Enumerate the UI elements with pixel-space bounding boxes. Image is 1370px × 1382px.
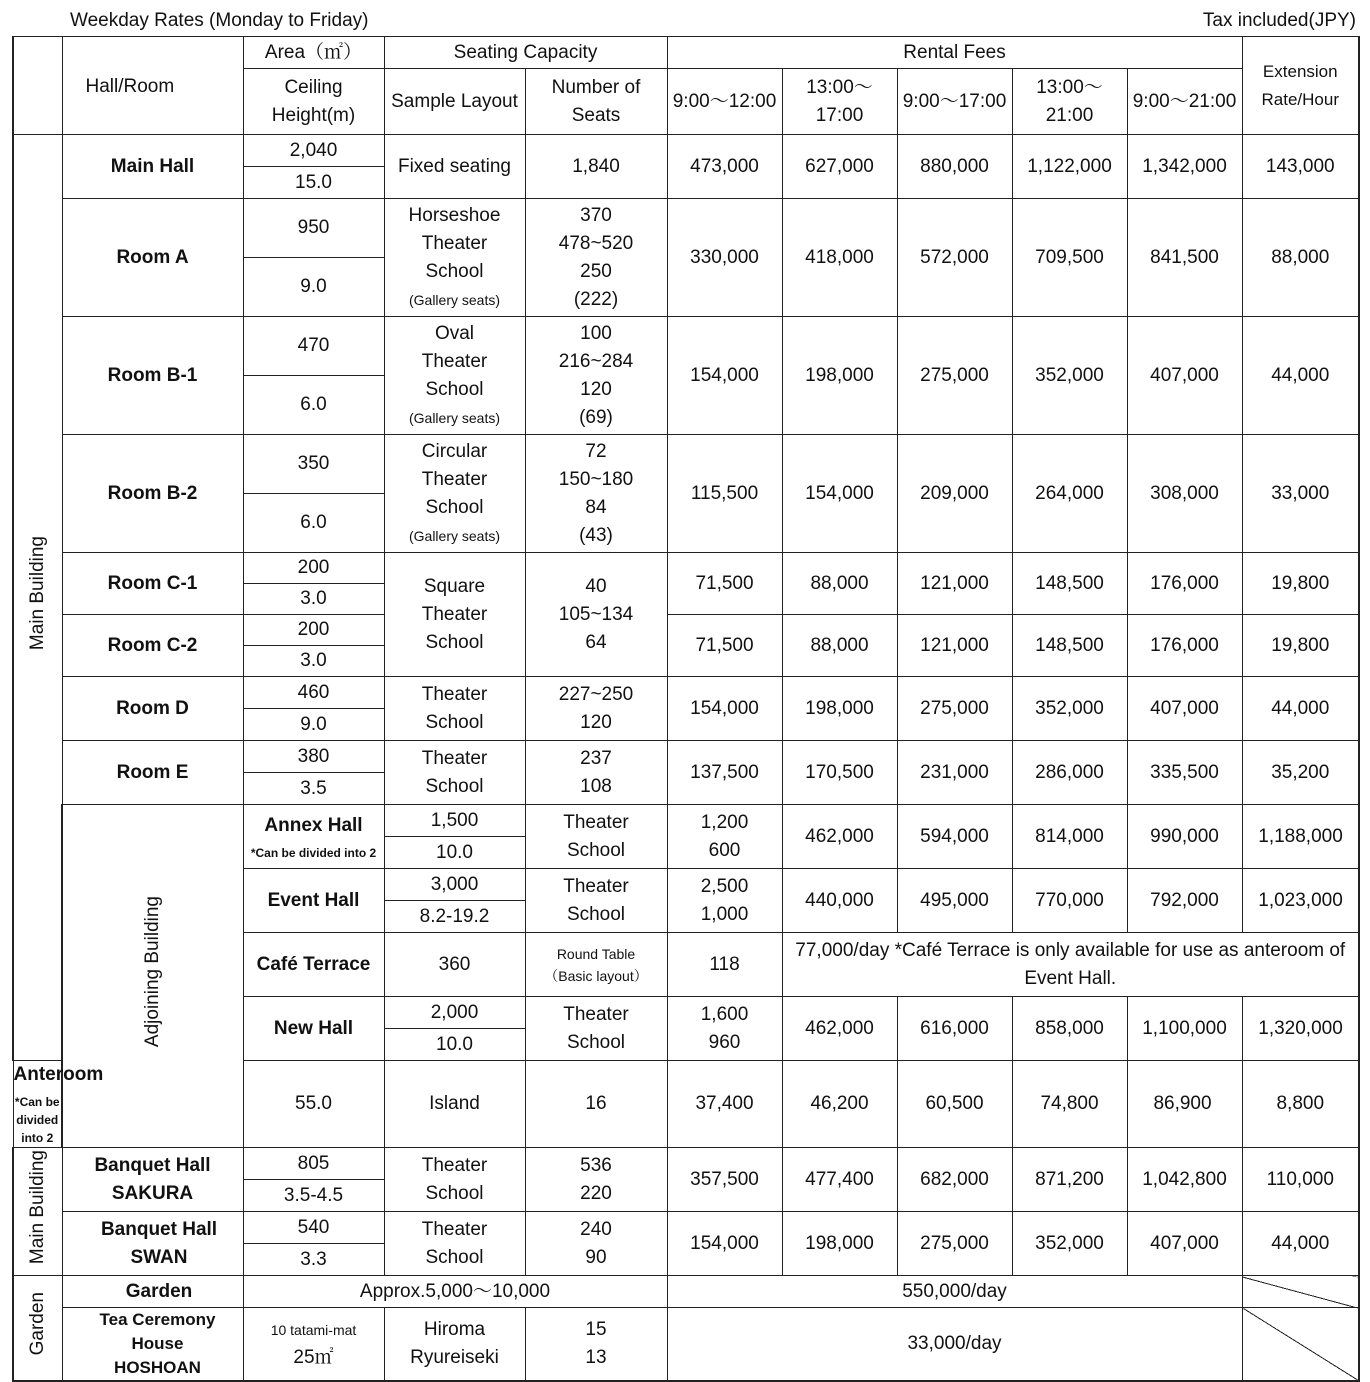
fee-value: 60,500 <box>897 1061 1012 1148</box>
seats-value: 240 90 <box>525 1212 667 1276</box>
fee-value: 154,000 <box>667 677 782 741</box>
col-seating-capacity: Seating Capacity <box>384 37 667 69</box>
seats-value: 1,840 <box>525 135 667 199</box>
seats-value: 100 216~284 120 (69) <box>525 317 667 435</box>
ceiling-value: 9.0 <box>243 709 384 741</box>
fee-value: 1,042,800 <box>1127 1148 1242 1212</box>
fee-value: 170,500 <box>782 741 897 805</box>
row-room-e <box>13 741 1359 773</box>
fee-value: 148,500 <box>1012 615 1127 677</box>
fee-value: 1,342,000 <box>1127 135 1242 199</box>
fee-value: 154,000 <box>667 1212 782 1276</box>
extension-value: 8,800 <box>1242 1061 1359 1148</box>
room-name: Garden <box>62 1276 243 1308</box>
fee-value: 198,000 <box>782 317 897 435</box>
fee-value: 1,320,000 <box>1242 997 1359 1061</box>
fee-value: 1,100,000 <box>1127 997 1242 1061</box>
area-value: 350 <box>243 435 384 494</box>
area-value: 1,500 <box>384 805 525 837</box>
page-title: Weekday Rates (Monday to Friday) <box>70 10 369 31</box>
ceiling-value: 3.3 <box>243 1244 384 1276</box>
fee-value: 137,500 <box>667 741 782 805</box>
group-main-building-2: Main Building <box>13 1148 62 1276</box>
room-name: Banquet Hall SAKURA <box>62 1148 243 1212</box>
col-number-of-seats: Number of Seats <box>525 69 667 135</box>
area-value: 55.0 <box>243 1061 384 1148</box>
layout-value: Fixed seating <box>384 135 525 199</box>
fee-value: 71,500 <box>667 615 782 677</box>
room-name: New Hall <box>243 997 384 1061</box>
fee-value: 1,122,000 <box>1012 135 1127 199</box>
fee-value: 231,000 <box>897 741 1012 805</box>
layout-value: Theater School <box>384 1212 525 1276</box>
row-room-b2 <box>13 435 1359 494</box>
fee-value: 88,000 <box>782 553 897 615</box>
extension-value: 44,000 <box>1242 677 1359 741</box>
group-garden: Garden <box>13 1276 62 1382</box>
extension-value: 88,000 <box>1242 199 1359 317</box>
col-slot: 9:00～21:00 <box>1127 69 1242 135</box>
extension-value: 143,000 <box>1242 135 1359 199</box>
area-value: 805 <box>243 1148 384 1180</box>
not-applicable-cell <box>1242 1276 1359 1308</box>
layout-value: Theater School <box>384 741 525 805</box>
fee-value: 275,000 <box>897 317 1012 435</box>
fee-value: 352,000 <box>1012 317 1127 435</box>
extension-value: 19,800 <box>1242 615 1359 677</box>
fee-value: 594,000 <box>897 805 1012 869</box>
row-tea-house <box>13 1308 1359 1382</box>
area-value: 200 <box>243 615 384 646</box>
room-name: Café Terrace <box>243 933 384 997</box>
seats-value: 237 108 <box>525 741 667 805</box>
layout-value: Hiroma Ryureiseki <box>384 1308 525 1382</box>
seats-value: 118 <box>667 933 782 997</box>
row-banquet-sakura <box>13 1148 1359 1180</box>
area-value: 380 <box>243 741 384 773</box>
seats-value: 1,200 600 <box>667 805 782 869</box>
fee-value: 71,500 <box>667 553 782 615</box>
col-slot: 13:00～21:00 <box>1012 69 1127 135</box>
row-main-hall <box>13 135 1359 167</box>
seats-value: 227~250 120 <box>525 677 667 741</box>
seats-value: 536 220 <box>525 1148 667 1212</box>
col-slot: 9:00～17:00 <box>897 69 1012 135</box>
room-name: Room D <box>62 677 243 741</box>
layout-value: Theater School <box>384 1148 525 1212</box>
fee-value: 275,000 <box>897 1212 1012 1276</box>
fee-value: 814,000 <box>1012 805 1127 869</box>
room-name: Room B-2 <box>62 435 243 553</box>
extension-value: 35,200 <box>1242 741 1359 805</box>
fee-value: 121,000 <box>897 553 1012 615</box>
fee-value: 440,000 <box>782 869 897 933</box>
fee-value: 407,000 <box>1127 1212 1242 1276</box>
fee-value: 407,000 <box>1127 677 1242 741</box>
fee-value: 286,000 <box>1012 741 1127 805</box>
layout-value: Horseshoe Theater School (Gallery seats) <box>384 199 525 317</box>
area-value: Approx.5,000～10,000 <box>243 1276 667 1308</box>
seats-value: 370 478~520 250 (222) <box>525 199 667 317</box>
area-value: 2,040 <box>243 135 384 167</box>
seats-value: 15 13 <box>525 1308 667 1382</box>
fee-value: 841,500 <box>1127 199 1242 317</box>
fee-value: 858,000 <box>1012 997 1127 1061</box>
area-value: 460 <box>243 677 384 709</box>
fee-value: 352,000 <box>1012 677 1127 741</box>
fee-value: 462,000 <box>782 997 897 1061</box>
ceiling-value: 15.0 <box>243 167 384 199</box>
fee-value: 88,000 <box>782 615 897 677</box>
fee-value: 572,000 <box>897 199 1012 317</box>
currency-note: Tax included(JPY) <box>1202 10 1356 31</box>
room-name: Annex Hall *Can be divided into 2 <box>243 805 384 869</box>
row-room-a <box>13 199 1359 258</box>
fee-value: 154,000 <box>782 435 897 553</box>
col-area: Area（㎡） <box>243 37 384 69</box>
fee-value: 770,000 <box>1012 869 1127 933</box>
ceiling-value: 3.5 <box>243 773 384 805</box>
seats-value: 1,600 960 <box>667 997 782 1061</box>
fee-value: 871,200 <box>1012 1148 1127 1212</box>
fee-value: 477,400 <box>782 1148 897 1212</box>
extension-value: 110,000 <box>1242 1148 1359 1212</box>
room-name: Room C-2 <box>62 615 243 677</box>
row-garden <box>13 1276 1359 1308</box>
room-name: Room E <box>62 741 243 805</box>
room-name: Anteroom *Can be divided into 2 <box>13 1061 62 1148</box>
fee-value: 330,000 <box>667 199 782 317</box>
fee-value: 357,500 <box>667 1148 782 1212</box>
col-extension: Extension Rate/Hour <box>1242 37 1359 135</box>
not-applicable-cell <box>1242 1308 1359 1382</box>
fee-value: 46,200 <box>782 1061 897 1148</box>
ceiling-value: 9.0 <box>243 258 384 317</box>
fee-value: 682,000 <box>897 1148 1012 1212</box>
layout-value: Circular Theater School (Gallery seats) <box>384 435 525 553</box>
ceiling-value: 10.0 <box>384 837 525 869</box>
area-value: 950 <box>243 199 384 258</box>
room-name: Event Hall <box>243 869 384 933</box>
row-room-c2 <box>13 615 1359 646</box>
fee-value: 275,000 <box>897 677 1012 741</box>
row-room-d <box>13 677 1359 709</box>
ceiling-value: 6.0 <box>243 494 384 553</box>
rates-table <box>12 36 1360 1382</box>
fee-value: 176,000 <box>1127 553 1242 615</box>
seats-value: 72 150~180 84 (43) <box>525 435 667 553</box>
fee-value: 335,500 <box>1127 741 1242 805</box>
layout-value: Island <box>384 1061 525 1148</box>
fee-value: 176,000 <box>1127 615 1242 677</box>
area-value: 540 <box>243 1212 384 1244</box>
area-value: 470 <box>243 317 384 376</box>
room-name: Tea Ceremony House HOSHOAN <box>62 1308 243 1382</box>
fee-value: 880,000 <box>897 135 1012 199</box>
ceiling-value: 3.5-4.5 <box>243 1180 384 1212</box>
fee-value: 198,000 <box>782 677 897 741</box>
fee-value: 550,000/day <box>667 1276 1242 1308</box>
col-ceiling: Ceiling Height(m) <box>243 69 384 135</box>
layout-value: Square Theater School <box>384 553 525 677</box>
extension-value: 44,000 <box>1242 1212 1359 1276</box>
fee-value: 121,000 <box>897 615 1012 677</box>
fee-value: 495,000 <box>897 869 1012 933</box>
row-annex-hall <box>13 805 1359 837</box>
layout-value: Theater School <box>525 997 667 1061</box>
seats-value: 16 <box>525 1061 667 1148</box>
fee-value: 154,000 <box>667 317 782 435</box>
fee-value: 115,500 <box>667 435 782 553</box>
area-value: 360 <box>384 933 525 997</box>
col-sample-layout: Sample Layout <box>384 69 525 135</box>
group-main-building: Main Building <box>13 135 62 1061</box>
area-value: 3,000 <box>384 869 525 901</box>
layout-value: Theater School <box>525 869 667 933</box>
fee-value: 86,900 <box>1127 1061 1242 1148</box>
layout-value: Theater School <box>384 677 525 741</box>
extension-value: 33,000 <box>1242 435 1359 553</box>
row-banquet-swan <box>13 1212 1359 1244</box>
fee-value: 418,000 <box>782 199 897 317</box>
fee-value: 792,000 <box>1127 869 1242 933</box>
layout-value: Theater School <box>525 805 667 869</box>
col-slot: 13:00～17:00 <box>782 69 897 135</box>
area-value: 10 tatami-mat 25㎡ <box>243 1308 384 1382</box>
fee-value: 74,800 <box>1012 1061 1127 1148</box>
fee-value: 352,000 <box>1012 1212 1127 1276</box>
fee-value: 627,000 <box>782 135 897 199</box>
fee-value: 407,000 <box>1127 317 1242 435</box>
fee-value: 148,500 <box>1012 553 1127 615</box>
ceiling-value: 3.0 <box>243 646 384 677</box>
fee-value: 37,400 <box>667 1061 782 1148</box>
room-name: Main Hall <box>62 135 243 199</box>
area-value: 2,000 <box>384 997 525 1029</box>
fee-value: 462,000 <box>782 805 897 869</box>
col-rental-fees: Rental Fees <box>667 37 1242 69</box>
row-room-c1 <box>13 553 1359 584</box>
seats-value: 40 105~134 64 <box>525 553 667 677</box>
room-name: Room A <box>62 199 243 317</box>
fee-value: 473,000 <box>667 135 782 199</box>
room-name: Banquet Hall SWAN <box>62 1212 243 1276</box>
group-adjoining-building: Adjoining Building <box>62 805 243 1148</box>
col-hall-room: Hall/Room <box>62 37 243 135</box>
fee-value: 1,188,000 <box>1242 805 1359 869</box>
ceiling-value: 10.0 <box>384 1029 525 1061</box>
room-name: Room C-1 <box>62 553 243 615</box>
col-slot: 9:00～12:00 <box>667 69 782 135</box>
ceiling-value: 3.0 <box>243 584 384 615</box>
extension-value: 44,000 <box>1242 317 1359 435</box>
fee-value: 209,000 <box>897 435 1012 553</box>
fee-value: 990,000 <box>1127 805 1242 869</box>
header-row-1 <box>13 37 1359 69</box>
fee-value: 1,023,000 <box>1242 869 1359 933</box>
fee-value: 308,000 <box>1127 435 1242 553</box>
fee-value: 33,000/day <box>667 1308 1242 1382</box>
fee-value: 709,500 <box>1012 199 1127 317</box>
fee-value: 264,000 <box>1012 435 1127 553</box>
area-value: 200 <box>243 553 384 584</box>
ceiling-value: 8.2-19.2 <box>384 901 525 933</box>
layout-value: Oval Theater School (Gallery seats) <box>384 317 525 435</box>
room-name: Room B-1 <box>62 317 243 435</box>
ceiling-value: 6.0 <box>243 376 384 435</box>
row-room-b1 <box>13 317 1359 376</box>
extension-value: 19,800 <box>1242 553 1359 615</box>
fee-value: 198,000 <box>782 1212 897 1276</box>
seats-value: 2,500 1,000 <box>667 869 782 933</box>
layout-value: Round Table （Basic layout） <box>525 933 667 997</box>
fee-note: 77,000/day *Café Terrace is only available for use as anteroom of Event Hall. <box>782 933 1359 997</box>
fee-value: 616,000 <box>897 997 1012 1061</box>
